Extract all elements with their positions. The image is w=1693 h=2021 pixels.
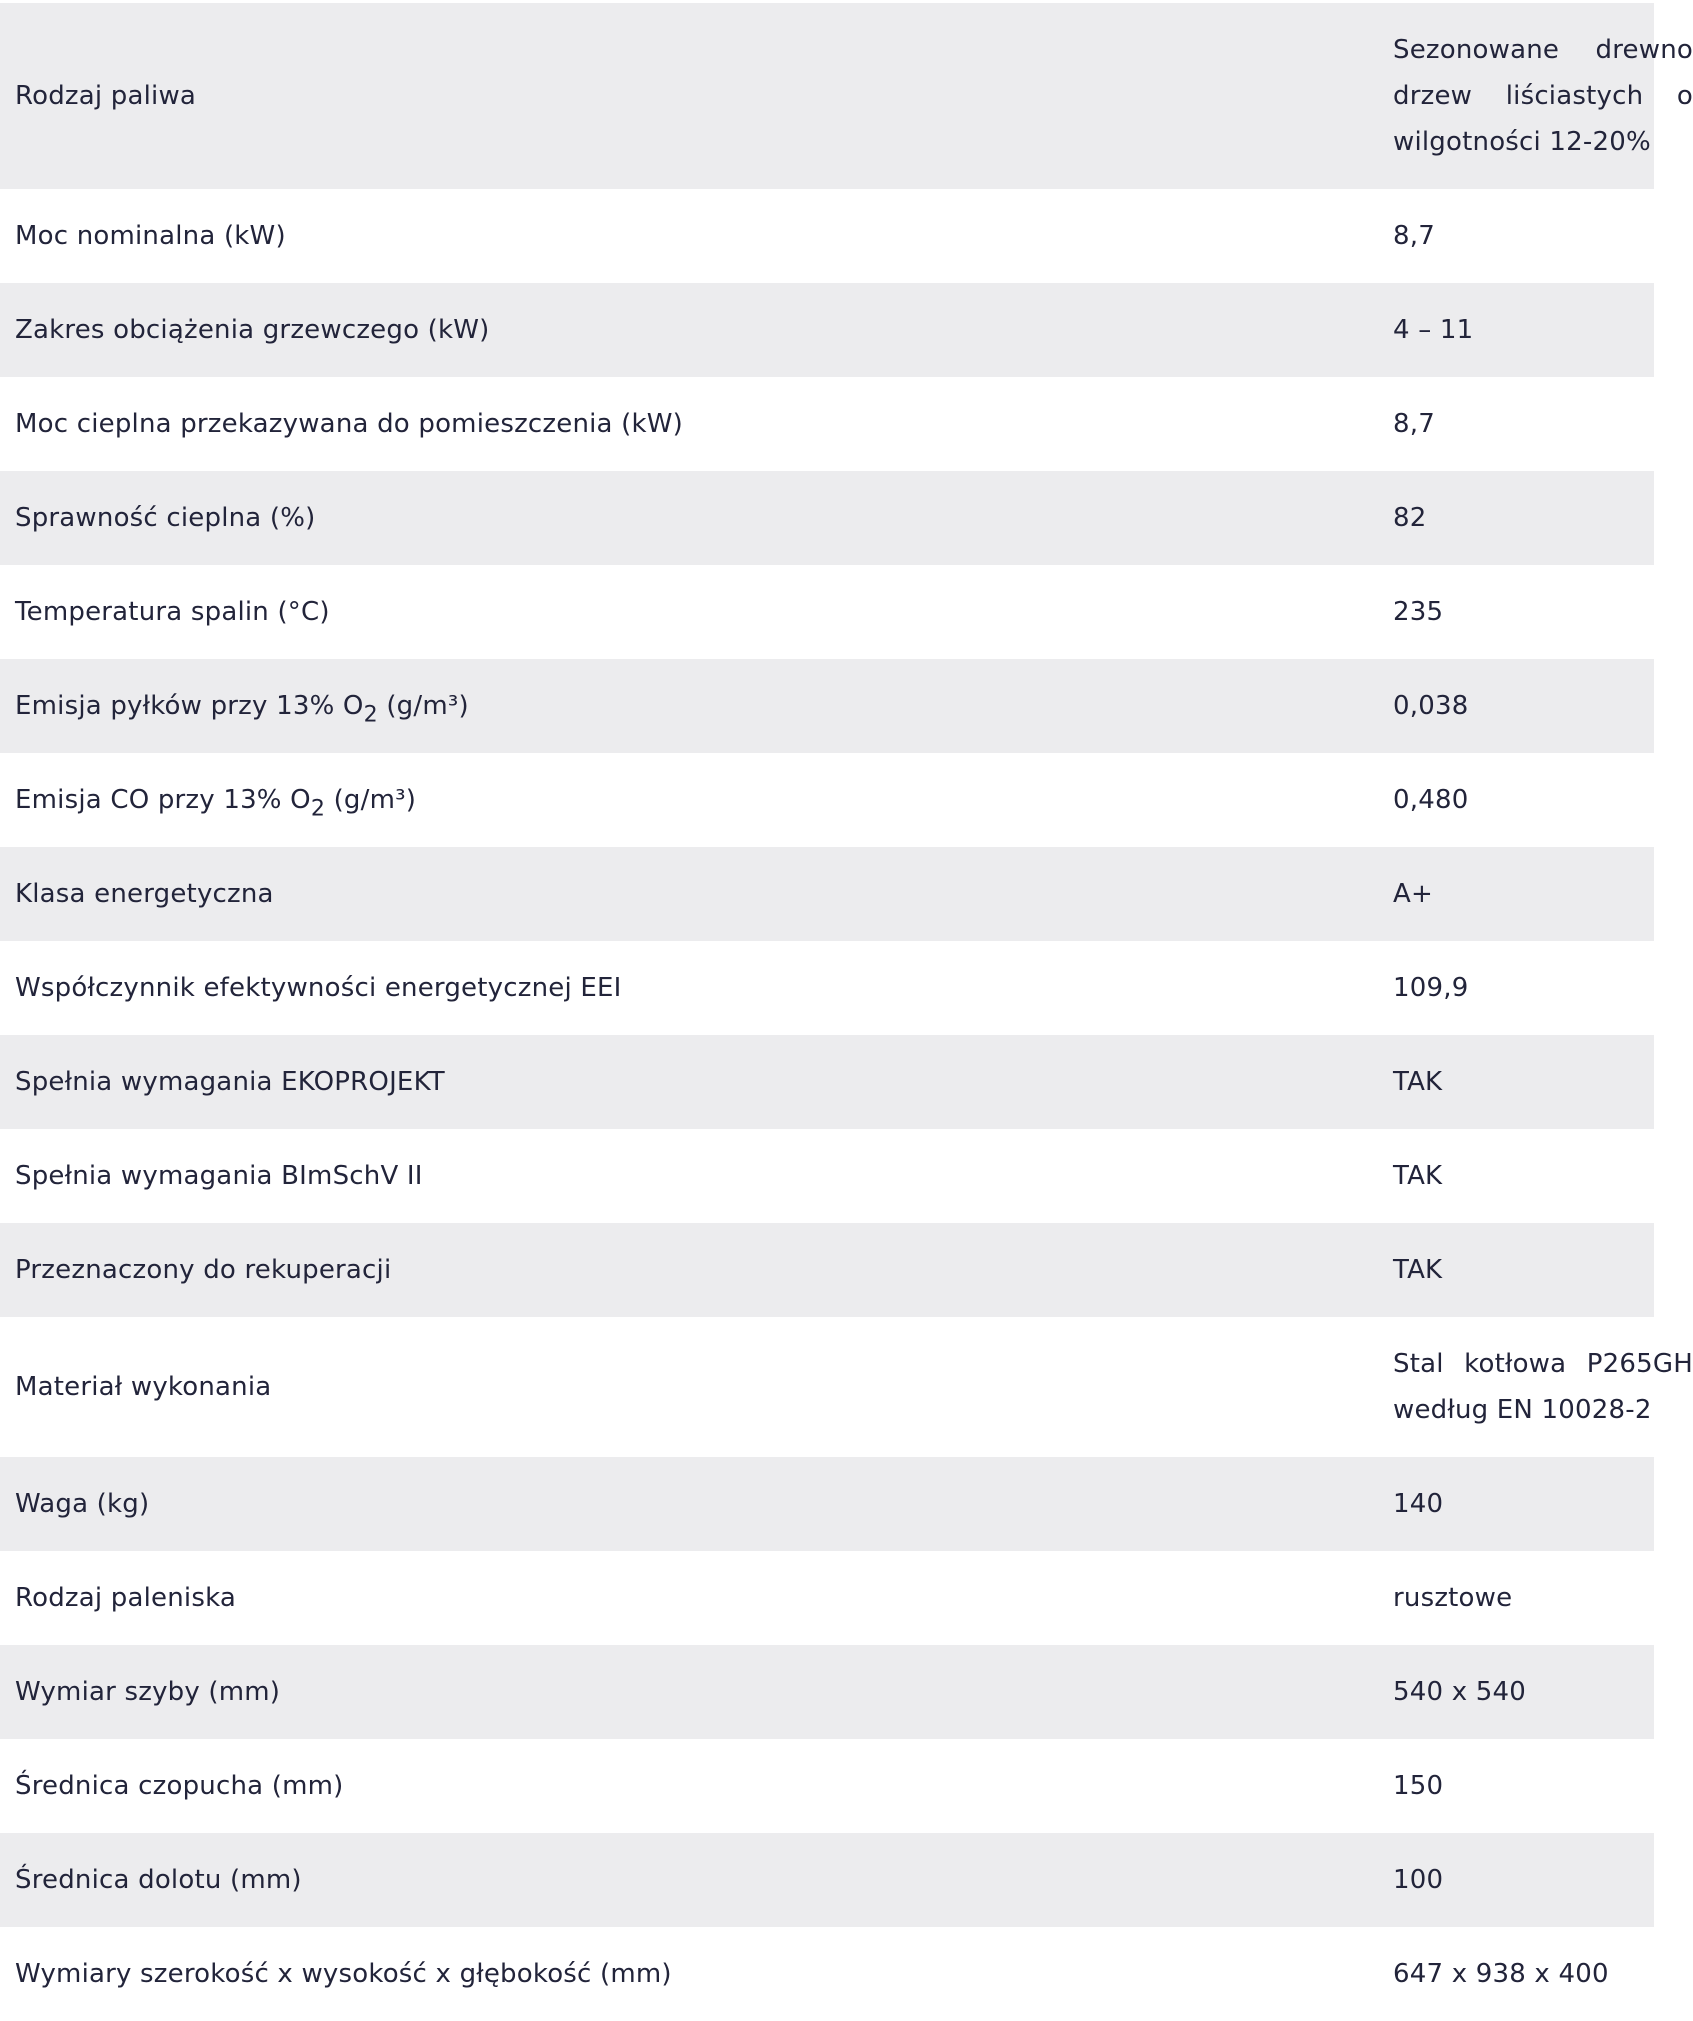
row-label: Rodzaj paleniska [0,1551,1378,1645]
row-value: 109,9 [1393,973,1469,1003]
row-value: 100 [1393,1865,1444,1895]
table-row-recuperation [0,1223,1654,1317]
table-row-firebox-type [0,1551,1654,1645]
row-value: 150 [1393,1771,1444,1801]
row-label: Klasa energetyczna [0,847,1378,941]
table-row-heating-load-range [0,283,1654,377]
table-row-fuel-type [0,3,1654,189]
table-row-thermal-efficiency [0,471,1654,565]
row-label: Przeznaczony do rekuperacji [0,1223,1378,1317]
table-row-flue-gas-temperature [0,565,1654,659]
row-label: Średnica czopucha (mm) [0,1739,1378,1833]
table-row-dimensions [0,1927,1654,2021]
table-row-eei [0,941,1654,1035]
row-value: Sezonowane drewno drzew liściastych o wilgotności 12-20% [1393,35,1693,157]
row-value: 8,7 [1393,221,1435,251]
row-value: A+ [1393,879,1433,909]
row-label: Emisja pyłków przy 13% $O_2$ (g/m³) [0,659,1378,753]
row-label: Rodzaj paliwa [0,3,1378,189]
row-label: Spełnia wymagania EKOPROJEKT [0,1035,1378,1129]
table-row-material [0,1317,1654,1457]
table-row-air-inlet-diameter [0,1833,1654,1927]
table-row-glass-size [0,1645,1654,1739]
row-value: 8,7 [1393,409,1435,439]
row-label: Zakres obciążenia grzewczego (kW) [0,283,1378,377]
row-value: TAK [1393,1161,1443,1191]
row-value: TAK [1393,1067,1443,1097]
table-row-room-heat-output [0,377,1654,471]
row-label: Emisja CO przy 13% $O_2$ (g/m³) [0,753,1378,847]
row-value: TAK [1393,1255,1443,1285]
row-label: Materiał wykonania [0,1317,1378,1457]
row-value: 0,038 [1393,691,1469,721]
row-value: Stal kotłowa P265GH według EN 10028-2 [1393,1349,1693,1425]
row-label: Temperatura spalin (°C) [0,565,1378,659]
table-row-weight [0,1457,1654,1551]
row-value: 647 x 938 x 400 [1393,1959,1609,1989]
row-label: Średnica dolotu (mm) [0,1833,1378,1927]
row-label: Sprawność cieplna (%) [0,471,1378,565]
row-value: 540 x 540 [1393,1677,1526,1707]
row-label: Wymiary szerokość x wysokość x głębokość (mm) [0,1927,1378,2021]
table-row-nominal-power [0,189,1654,283]
table-row-dust-emission [0,659,1654,753]
table-row-co-emission [0,753,1654,847]
table-row-flue-diameter [0,1739,1654,1833]
table-row-ekoprojekt [0,1035,1654,1129]
specification-table [0,3,1693,2021]
table-row-bimschv [0,1129,1654,1223]
row-value: 235 [1393,597,1444,627]
row-value: 82 [1393,503,1427,533]
row-value: rusztowe [1393,1583,1513,1613]
row-label: Moc nominalna (kW) [0,189,1378,283]
row-value: 140 [1393,1489,1444,1519]
row-value: 4 – 11 [1393,315,1474,345]
row-label: Wymiar szyby (mm) [0,1645,1378,1739]
row-label: Waga (kg) [0,1457,1378,1551]
table-row-energy-class [0,847,1654,941]
row-label: Współczynnik efektywności energetycznej EEI [0,941,1378,1035]
row-label: Spełnia wymagania BImSchV II [0,1129,1378,1223]
row-value: 0,480 [1393,785,1469,815]
row-label: Moc cieplna przekazywana do pomieszczenia (kW) [0,377,1378,471]
